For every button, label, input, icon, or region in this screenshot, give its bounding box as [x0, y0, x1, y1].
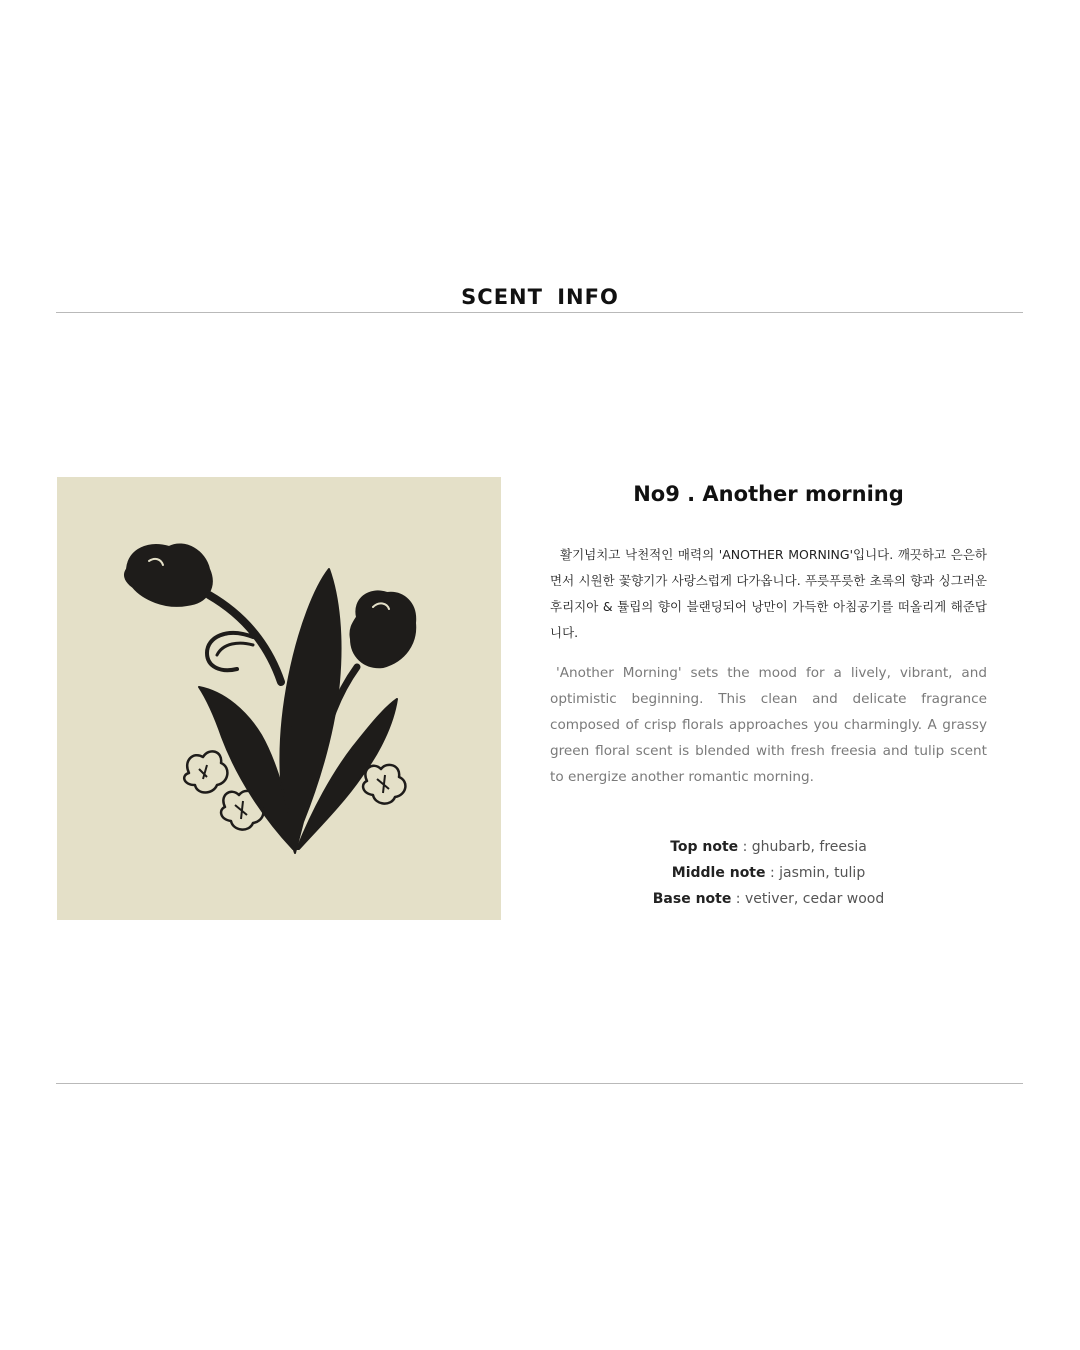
- fragrance-notes: [550, 834, 987, 912]
- section-title: SCENT INFO: [461, 285, 619, 310]
- note-middle: [550, 860, 987, 886]
- bottom-divider: [56, 1083, 1023, 1084]
- tulip-illustration: [57, 477, 501, 920]
- description-english: 'Another Morning' sets the mood for a lively, vibrant, and optimistic beginning. This clean and delicate fragrance composed of crisp florals approaches you charmingly. A grassy green floral scent is blended with fresh freesia and tulip scent to energize another romantic morning.: [550, 665, 987, 785]
- note-top: [550, 834, 987, 860]
- scent-details: [550, 482, 987, 912]
- note-label: Middle note: [671, 865, 766, 881]
- tulip-drawing: [57, 477, 501, 920]
- note-label: Top note: [670, 839, 739, 855]
- top-divider: [56, 312, 1023, 313]
- product-title: No9 . Another morning: [633, 482, 904, 506]
- note-value: : vetiver, cedar wood: [731, 891, 885, 907]
- note-value: : jasmin, tulip: [765, 865, 866, 881]
- note-value: : ghubarb, freesia: [738, 839, 867, 855]
- note-base: [550, 886, 987, 912]
- note-label: Base note: [652, 891, 732, 907]
- description-korean: 활기넘치고 낙천적인 매력의 'ANOTHER MORNING'입니다. 깨끗하고 은은하면서 시원한 꽃향기가 사랑스럽게 다가옵니다. 푸릇푸릇한 초록의 향과 싱그러운 후리지아 & 튤립의 향이 블랜딩되어 낭만이 가득한 아침공기를 떠올리게 해준답니다.: [550, 547, 987, 640]
